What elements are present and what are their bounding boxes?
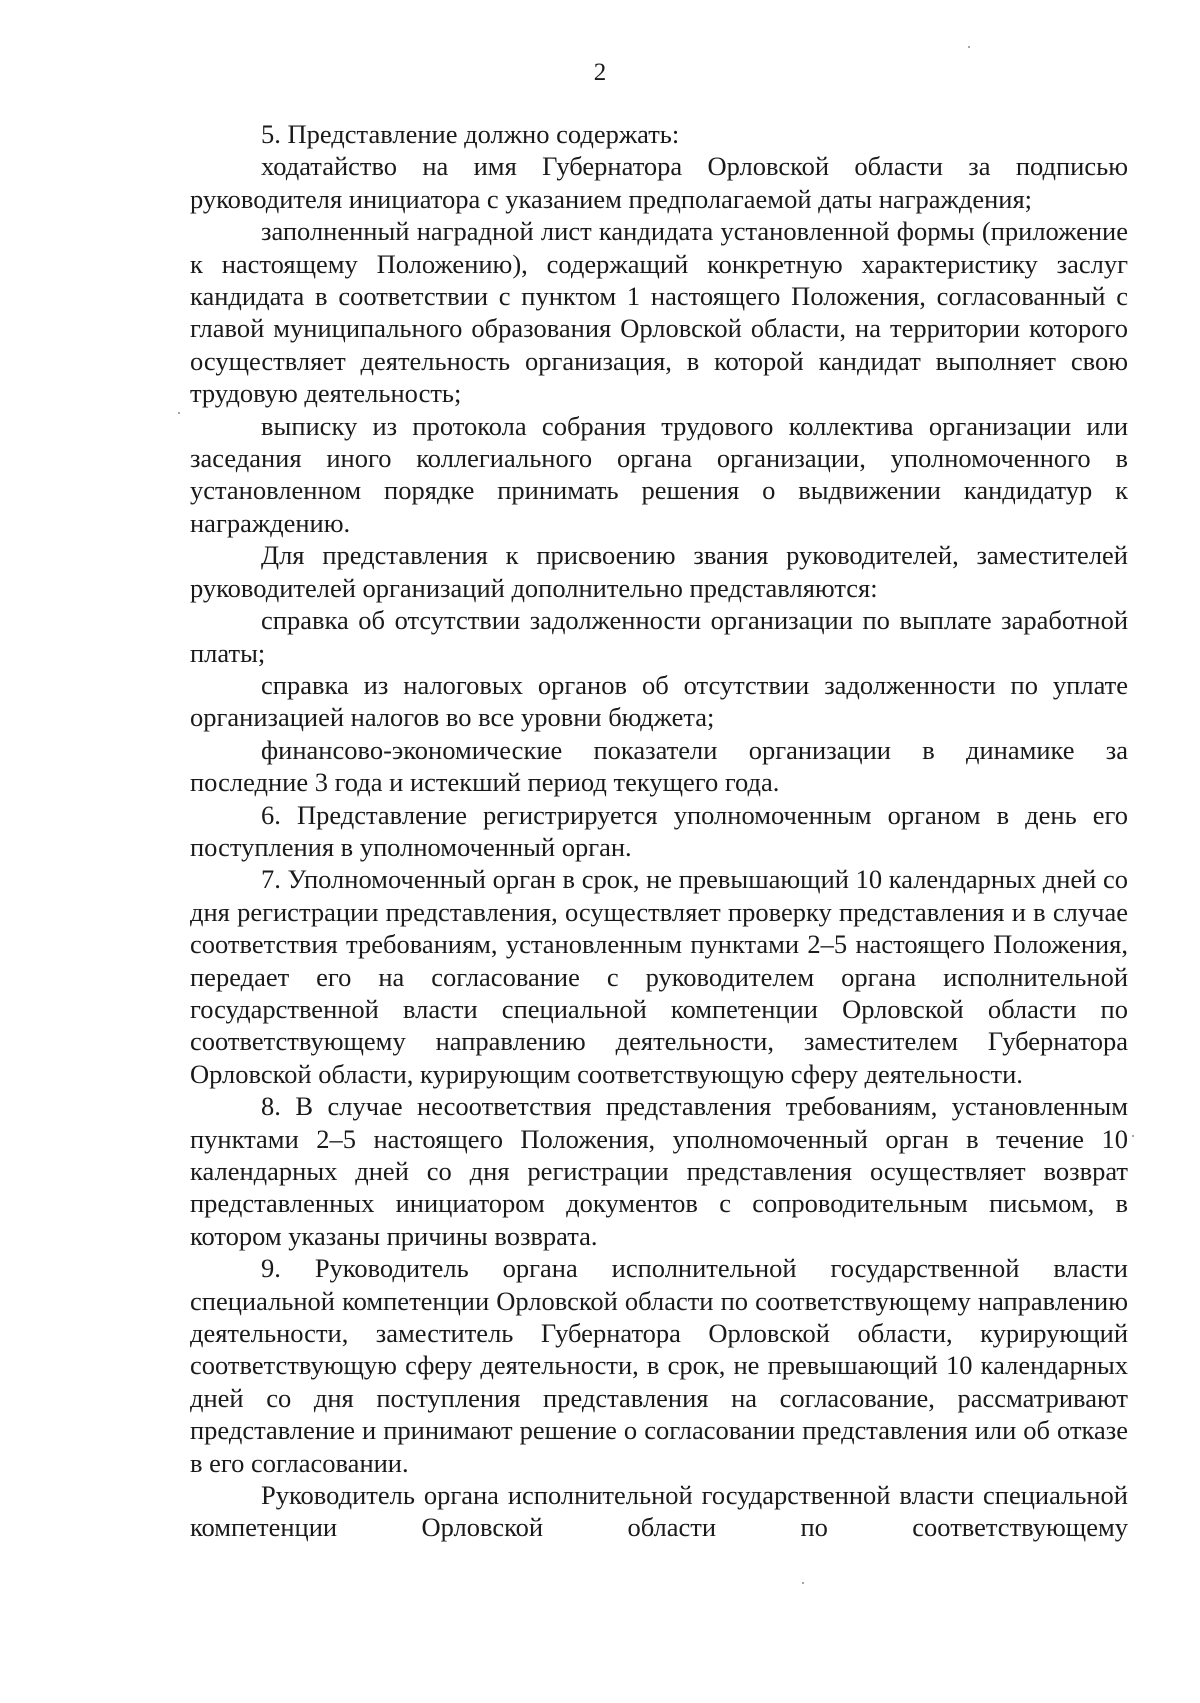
paragraph-financial-indicators: финансово-экономические показатели организации в динамике за последние 3 года и истекший период текущего года. (190, 734, 1128, 798)
page-number: 2 (593, 59, 607, 86)
paragraph-salary-certificate: справка об отсутствии задолженности организации по выплате заработной платы; (190, 605, 1128, 668)
document-body (190, 118, 1128, 1544)
paragraph-award-sheet: заполненный наградной лист кандидата установленной формы (приложение к настоящему Положению), содержащий конкретную характеристику заслуг кандидата в соответствии с пунктом 1 настоящего Положения, согласованный с главой муниципального образования Орловской области, на территории которого осуществляет деятельность организация, в которой кандидат выполняет свою трудовую деятельность; (190, 216, 1128, 409)
paragraph-8: 8. В случае несоответствия представления требованиям, установленным пунктами 2–5 настоящего Положения, уполномоченный орган в течение 10 календарных дней со дня регистрации представления осуществляет возврат представленных инициатором документов с сопроводительным письмом, в котором указаны причины возврата. (190, 1091, 1128, 1251)
paragraph-tax-certificate: справка из налоговых органов об отсутствии задолженности по уплате организацией налогов во все уровни бюджета; (190, 669, 1128, 733)
paragraph-5-heading: 5. Представление должно содержать: (261, 119, 680, 149)
paragraph-petition: ходатайство на имя Губернатора Орловской области за подписью руководителя инициатора с указанием предполагаемой даты награждения; (190, 151, 1128, 214)
paragraph-head-continued: Руководитель органа исполнительной государственной власти специальной компетенции Орловской области по соответствующему (190, 1480, 1128, 1543)
scan-speck (802, 1582, 804, 1584)
paragraph-protocol-extract: выписку из протокола собрания трудового коллектива организации или заседания иного коллегиального органа организации, уполномоченного в установленном порядке принимать решения о выдвижении кандидатур к награждению. (190, 410, 1128, 538)
paragraph-additional-docs: Для представления к присвоению звания руководителей, заместителей руководителей организаций дополнительно представляются: (190, 540, 1128, 603)
paragraph-6: 6. Представление регистрируется уполномоченным органом в день его поступления в уполномоченный орган. (190, 799, 1128, 862)
scan-speck (1132, 1135, 1134, 1137)
scan-speck (968, 46, 970, 48)
paragraph-9: 9. Руководитель органа исполнительной государственной власти специальной компетенции Орловской области по соответствующему направлению деятельности, заместитель Губернатора Орловской области, курирующий соответствующую сферу деятельности, в срок, не превышающий 10 календарных дней со дня поступления представления на согласование, рассматривают представление и принимают решение о согласовании представления или об отказе в его согласовании. (190, 1253, 1128, 1478)
paragraph-7: 7. Уполномоченный орган в срок, не превышающий 10 календарных дней со дня регистрации представления, осуществляет проверку представления и в случае соответствия требованиям, установленным пунктами 2–5 настоящего Положения, передает его на согласование с руководителем органа исполнительной государственной власти специальной компетенции Орловской области по соответствующему направлению деятельности, заместителем Губернатора Орловской области, курирующим соответствующую сферу деятельности. (190, 864, 1128, 1089)
scan-speck (178, 412, 180, 414)
